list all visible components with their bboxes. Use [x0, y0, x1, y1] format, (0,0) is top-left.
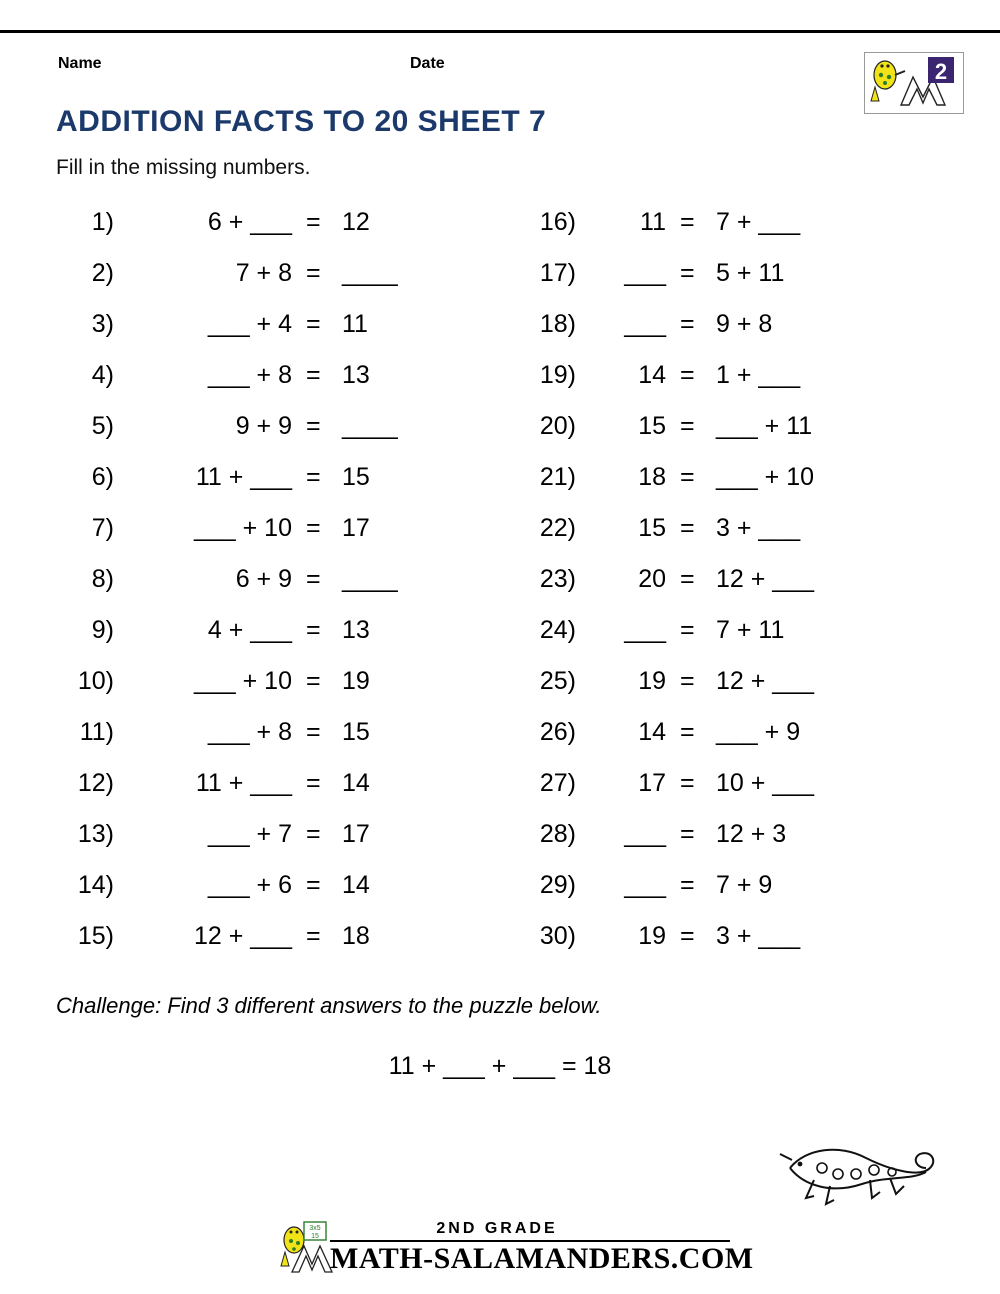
problem-right-side: ____ [342, 259, 398, 287]
equals-sign: = [680, 361, 695, 389]
problem-number: 9) [91, 616, 114, 644]
problem-number: 3) [91, 310, 114, 338]
problem-row [60, 820, 480, 871]
problem-row [520, 208, 950, 259]
problem-row [60, 463, 480, 514]
problem-right-side: 13 [342, 361, 370, 389]
problem-left-side: ___ + 4 [207, 310, 292, 338]
problem-number: 13) [77, 820, 114, 848]
problem-number: 30) [539, 922, 576, 950]
problem-left-side: 14 [638, 718, 666, 746]
problem-number: 19) [539, 361, 576, 389]
problem-right-side: 1 + ___ [716, 361, 801, 389]
problem-right-side: 19 [342, 667, 370, 695]
problem-row [60, 361, 480, 412]
problem-number: 26) [539, 718, 576, 746]
problem-right-side: 17 [342, 820, 370, 848]
problem-column-left [60, 208, 480, 973]
problem-right-side: 15 [342, 718, 370, 746]
problem-right-side: 10 + ___ [716, 769, 815, 797]
problem-left-side: 17 [638, 769, 666, 797]
problem-number: 27) [539, 769, 576, 797]
problem-number: 17) [539, 259, 576, 287]
equals-sign: = [680, 616, 695, 644]
problem-left-side: ___ [624, 259, 666, 287]
problem-number: 12) [77, 769, 114, 797]
problem-left-side: 4 + ___ [207, 616, 292, 644]
equals-sign: = [680, 820, 695, 848]
problem-right-side: ___ + 11 [716, 412, 813, 440]
problem-number: 23) [539, 565, 576, 593]
problem-right-side: 14 [342, 769, 370, 797]
problem-row [60, 259, 480, 310]
problem-number: 29) [539, 871, 576, 899]
equals-sign: = [680, 463, 695, 491]
problem-left-side: ___ + 10 [193, 667, 292, 695]
equals-sign: = [680, 565, 695, 593]
problem-left-side: 6 + ___ [207, 208, 292, 236]
problem-left-side: 19 [638, 667, 666, 695]
equals-sign: = [306, 514, 321, 542]
problem-right-side: 5 + 11 [716, 259, 785, 287]
date-label: Date [410, 55, 445, 72]
equals-sign: = [306, 361, 321, 389]
problem-right-side: 12 + ___ [716, 667, 815, 695]
problem-number: 16) [539, 208, 576, 236]
problem-row [520, 361, 950, 412]
problem-number: 25) [539, 667, 576, 695]
problem-right-side: 7 + 9 [716, 871, 773, 899]
problem-right-side: 18 [342, 922, 370, 950]
svg-text:15: 15 [311, 1233, 319, 1240]
equals-sign: = [680, 259, 695, 287]
problem-left-side: ___ + 8 [207, 718, 292, 746]
problem-left-side: ___ + 10 [193, 514, 292, 542]
problem-number: 4) [91, 361, 114, 389]
problem-row [520, 412, 950, 463]
problem-right-side: ___ + 10 [716, 463, 815, 491]
worksheet-header [0, 55, 1000, 95]
problem-left-side: 15 [638, 514, 666, 542]
equals-sign: = [306, 667, 321, 695]
problem-right-side: 12 + 3 [716, 820, 787, 848]
equals-sign: = [306, 208, 321, 236]
grade-badge-logo-icon [865, 53, 963, 113]
equals-sign: = [306, 922, 321, 950]
problem-left-side: 11 + ___ [195, 769, 292, 797]
problem-right-side: ____ [342, 412, 398, 440]
equals-sign: = [680, 412, 695, 440]
challenge-text: Challenge: Find 3 different answers to the puzzle below. [56, 993, 602, 1018]
problem-column-right [520, 208, 950, 973]
equals-sign: = [306, 616, 321, 644]
problem-right-side: 9 + 8 [716, 310, 773, 338]
problem-left-side: 6 + 9 [235, 565, 292, 593]
name-label: Name [58, 55, 102, 72]
problem-row [520, 922, 950, 973]
problem-row [520, 820, 950, 871]
problem-row [60, 412, 480, 463]
problem-number: 6) [91, 463, 114, 491]
equals-sign: = [306, 412, 321, 440]
problem-right-side: ___ + 9 [716, 718, 801, 746]
problem-number: 7) [91, 514, 114, 542]
problem-right-side: 17 [342, 514, 370, 542]
problem-number: 21) [539, 463, 576, 491]
problem-left-side: 19 [638, 922, 666, 950]
problem-number: 2) [91, 259, 114, 287]
problem-right-side: ____ [342, 565, 398, 593]
problem-number: 18) [539, 310, 576, 338]
footer-site-label: MATH-SALAMANDERS.COM [330, 1242, 754, 1275]
problem-row [520, 616, 950, 667]
svg-text:2: 2 [934, 59, 948, 84]
problem-row [60, 514, 480, 565]
problem-left-side: ___ [624, 820, 666, 848]
problem-right-side: 12 [342, 208, 370, 236]
problem-left-side: ___ [624, 310, 666, 338]
equals-sign: = [680, 769, 695, 797]
footer-grade-label: 2ND GRADE [436, 1220, 558, 1237]
problem-row [60, 922, 480, 973]
problem-number: 5) [91, 412, 114, 440]
problem-row [520, 565, 950, 616]
problem-left-side: ___ + 6 [207, 871, 292, 899]
svg-text:3x5: 3x5 [309, 1225, 321, 1232]
problem-number: 8) [91, 565, 114, 593]
problem-right-side: 3 + ___ [716, 514, 801, 542]
problem-right-side: 3 + ___ [716, 922, 801, 950]
problem-row [60, 616, 480, 667]
problem-left-side: 11 + ___ [195, 463, 292, 491]
problem-row [60, 718, 480, 769]
problem-row [60, 208, 480, 259]
problem-row [520, 259, 950, 310]
problem-row [60, 769, 480, 820]
equals-sign: = [306, 463, 321, 491]
equals-sign: = [680, 667, 695, 695]
problem-number: 11) [79, 718, 114, 746]
problem-row [60, 565, 480, 616]
problem-left-side: ___ [624, 871, 666, 899]
footer-logo-icon [278, 1218, 334, 1274]
challenge-puzzle: 11 + ___ + ___ = 18 [388, 1052, 612, 1080]
problem-right-side: 13 [342, 616, 370, 644]
problem-row [520, 871, 950, 922]
problem-number: 22) [539, 514, 576, 542]
problem-right-side: 7 + ___ [716, 208, 801, 236]
problem-row [520, 718, 950, 769]
grade-badge [864, 52, 964, 114]
problem-right-side: 14 [342, 871, 370, 899]
problem-row [520, 514, 950, 565]
problem-right-side: 11 [342, 310, 368, 338]
problem-left-side: 12 + ___ [193, 922, 292, 950]
problem-number: 20) [539, 412, 576, 440]
problem-right-side: 12 + ___ [716, 565, 815, 593]
equals-sign: = [680, 922, 695, 950]
problem-row [520, 667, 950, 718]
problem-left-side: 9 + 9 [235, 412, 292, 440]
problem-row [60, 310, 480, 361]
equals-sign: = [306, 718, 321, 746]
problem-number: 10) [77, 667, 114, 695]
problem-number: 14) [77, 871, 114, 899]
problem-left-side: 14 [638, 361, 666, 389]
problem-left-side: 18 [638, 463, 666, 491]
problem-row [520, 463, 950, 514]
top-divider [0, 30, 1000, 33]
problem-row [520, 769, 950, 820]
equals-sign: = [680, 871, 695, 899]
problem-left-side: 15 [638, 412, 666, 440]
problem-right-side: 7 + 11 [716, 616, 785, 644]
equals-sign: = [680, 310, 695, 338]
problem-left-side: 20 [638, 565, 666, 593]
problem-number: 1) [91, 208, 114, 236]
problem-left-side: ___ [624, 616, 666, 644]
equals-sign: = [306, 310, 321, 338]
problem-left-side: 11 [640, 208, 666, 236]
problem-row [520, 310, 950, 361]
problem-left-side: ___ + 8 [207, 361, 292, 389]
equals-sign: = [306, 769, 321, 797]
problem-number: 24) [539, 616, 576, 644]
equals-sign: = [680, 718, 695, 746]
problem-row [60, 871, 480, 922]
equals-sign: = [306, 871, 321, 899]
equals-sign: = [306, 259, 321, 287]
instruction-text: Fill in the missing numbers. [56, 156, 311, 179]
equals-sign: = [306, 820, 321, 848]
page-title: ADDITION FACTS TO 20 SHEET 7 [56, 105, 547, 138]
problem-number: 28) [539, 820, 576, 848]
problem-right-side: 15 [342, 463, 370, 491]
problem-left-side: ___ + 7 [207, 820, 292, 848]
problem-number: 15) [77, 922, 114, 950]
problem-left-side: 7 + 8 [235, 259, 292, 287]
equals-sign: = [680, 208, 695, 236]
page-footer [0, 1190, 1000, 1294]
equals-sign: = [306, 565, 321, 593]
equals-sign: = [680, 514, 695, 542]
problem-row [60, 667, 480, 718]
